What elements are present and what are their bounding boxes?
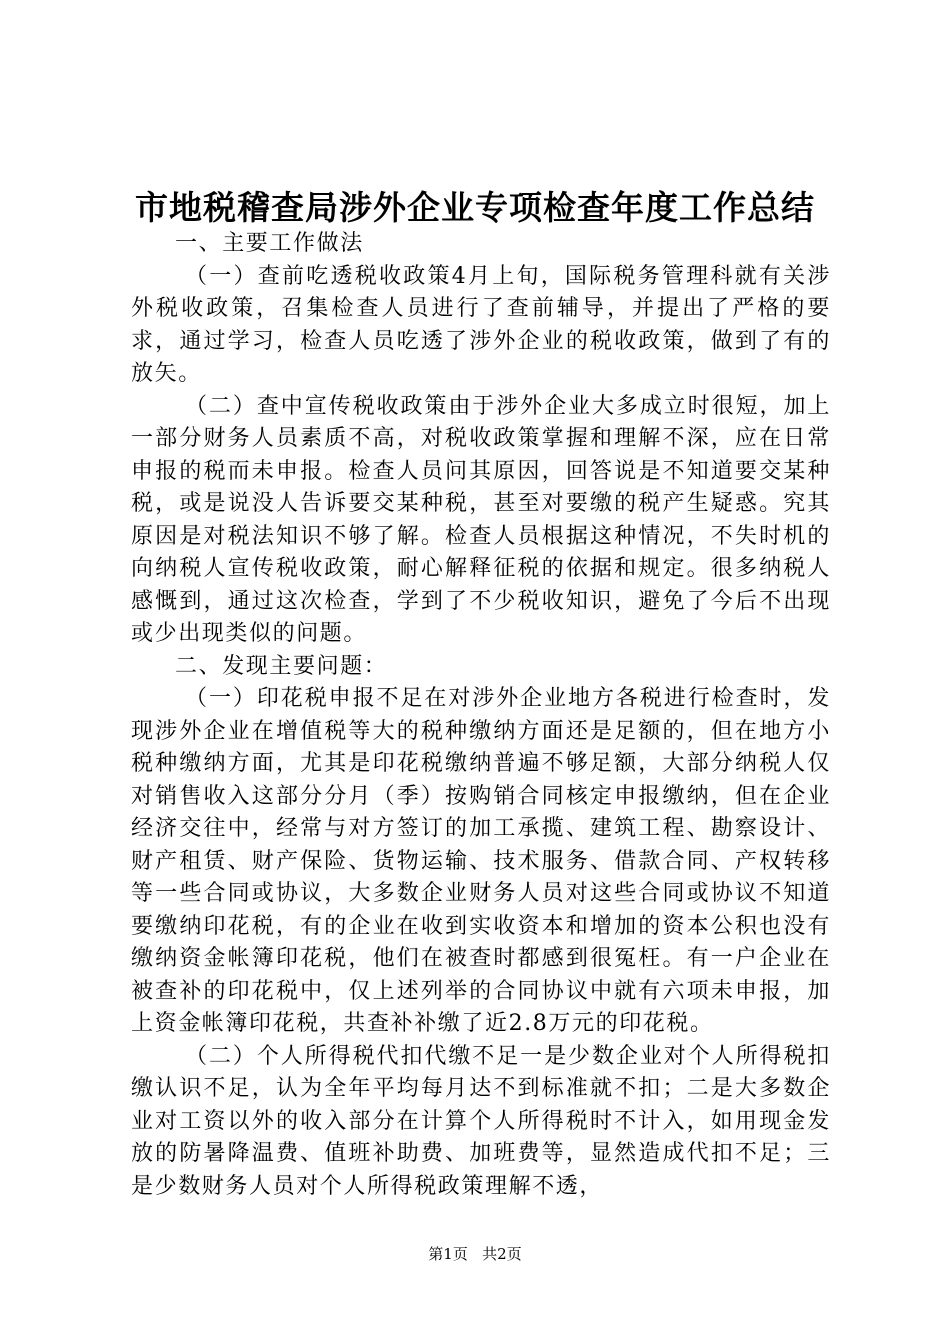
- paragraph-mid-inspection: （二）查中宣传税收政策由于涉外企业大多成立时很短，加上一部分财务人员素质不高，对税收政策掌握和理解不深，应在日常申报的税而未申报。检查人员问其原因，回答说是不知道要交某种税，或是说没人告诉要交某种税，甚至对要缴的税产生疑惑。究其原因是对税法知识不够了解。检查人员根据这种情况，不失时机的向纳税人宣传税收政策，耐心解释征税的依据和规定。很多纳税人感慨到，通过这次检查，学到了不少税收知识，避免了今后不出现或少出现类似的问题。: [131, 393, 831, 646]
- page-number: 第1页: [428, 1245, 468, 1263]
- page-spacer: [473, 1245, 478, 1263]
- section-heading-main-issues: 二、发现主要问题：: [175, 653, 388, 679]
- page-footer: [0, 1244, 950, 1264]
- page-title: 市地税稽查局涉外企业专项检查年度工作总结: [135, 188, 815, 227]
- paragraph-pre-inspection: （一）查前吃透税收政策4月上旬，国际税务管理科就有关涉外税收政策，召集检查人员进行了查前辅导，并提出了严格的要求，通过学习，检查人员吃透了涉外企业的税收政策，做到了有的放矢。: [131, 263, 831, 386]
- section-heading-main-methods: 一、主要工作做法: [175, 231, 364, 256]
- page-total: 共2页: [482, 1245, 522, 1263]
- document-body: [131, 228, 831, 1203]
- paragraph-stamp-tax: （一）印花税申报不足在对涉外企业地方各税进行检查时，发现涉外企业在增值税等大的税种缴纳方面还是足额的，但在地方小税种缴纳方面，尤其是印花税缴纳普遍不够足额，大部分纳税人仅对销售收入这部分分月（季）按购销合同核定申报缴纳，但在企业经济交往中，经常与对方签订的加工承揽、建筑工程、勘察设计、财产租赁、财产保险、货物运输、技术服务、借款合同、产权转移等一些合同或协议，大多数企业财务人员对这些合同或协议不知道要缴纳印花税，有的企业在收到实收资本和增加的资本公积也没有缴纳资金帐簿印花税，他们在被查时都感到很冤枉。有一户企业在被查补的印花税中，仅上述列举的合同协议中就有六项未申报，加上资金帐簿印花税，共查补补缴了近2.8万元的印花税。: [131, 686, 831, 1036]
- paragraph-income-tax: （二）个人所得税代扣代缴不足一是少数企业对个人所得税扣缴认识不足，认为全年平均每月达不到标准就不扣；二是大多数企业对工资以外的收入部分在计算个人所得税时不计入，如用现金发放的防暑降温费、值班补助费、加班费等，显然造成代扣不足；三是少数财务人员对个人所得税政策理解不透，: [131, 1043, 831, 1199]
